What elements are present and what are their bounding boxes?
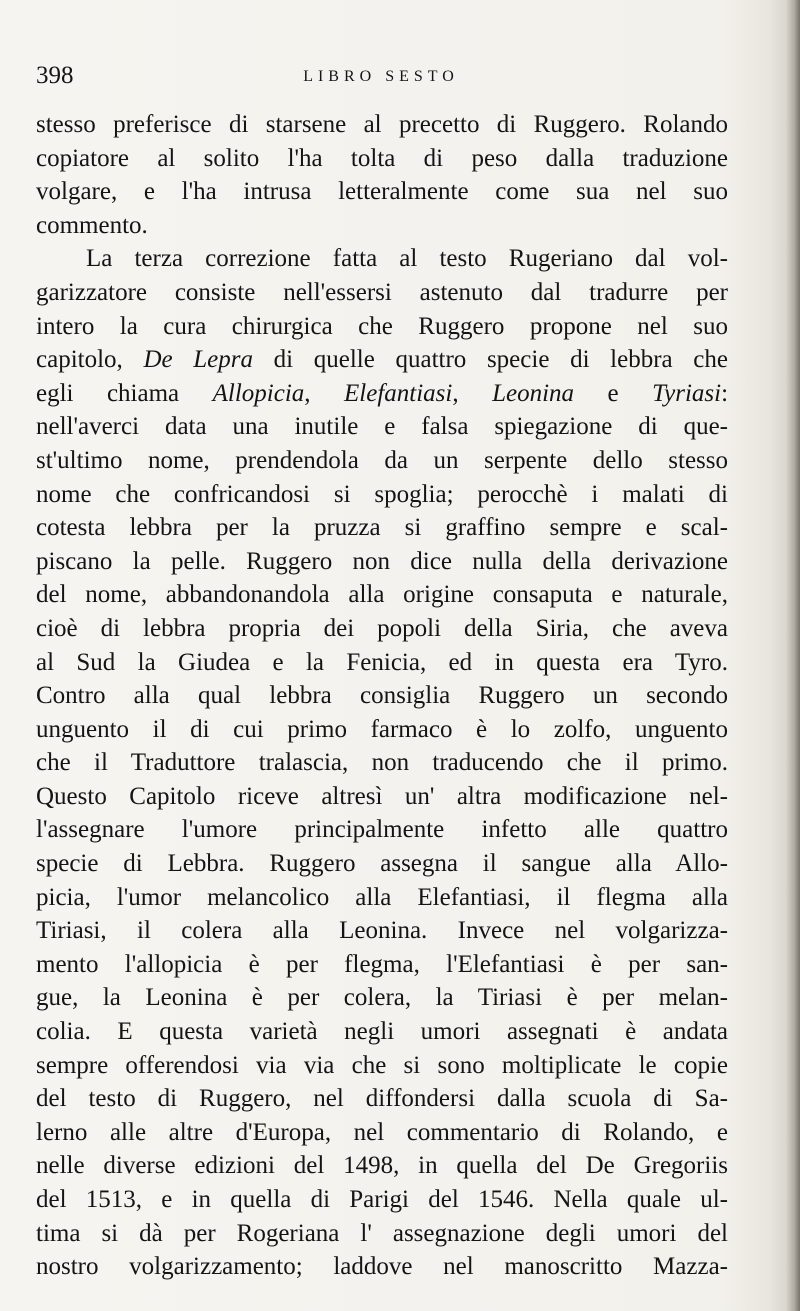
text-line: cotesta lebbra per la pruzza si graffino sempre e scal- — [36, 514, 728, 542]
text-line: tima si dà per Rogeriana l' assegnazione degli umori del — [36, 1219, 728, 1247]
page-header — [36, 62, 726, 98]
text-run: : — [721, 379, 728, 407]
italic-term: Leonina — [492, 379, 575, 407]
text-run: di quelle quattro specie di lebbra che — [252, 346, 728, 374]
text-line: stesso preferisce di starsene al precetto di Ruggero. Rolando — [36, 111, 728, 138]
text-run: e — [574, 379, 653, 407]
text-line: specie di Lebbra. Ruggero assegna il sangue alla Allo- — [36, 850, 728, 878]
text-line: piscano la pelle. Ruggero non dice nulla della derivazione — [36, 547, 728, 575]
page-number: 398 — [36, 62, 74, 89]
text-line: intero la cura chirurgica che Ruggero propone nel suo — [36, 312, 728, 340]
italic-term: Tyriasi — [652, 379, 722, 407]
text-line: cioè di lebbra propria dei popoli della Siria, che aveva — [36, 614, 728, 642]
text-line: garizzatore consiste nell'essersi astenuto dal tradurre per — [36, 278, 728, 306]
text-line: Questo Capitolo riceve altresì un' altra modificazione nel- — [36, 782, 728, 810]
italic-term: Allopicia — [212, 379, 305, 407]
text-run: capitolo, — [36, 346, 144, 374]
text-line: st'ultimo nome, prendendola da un serpente dello stesso — [36, 446, 728, 474]
text-line — [36, 343, 728, 377]
text-line: mento l'allopicia è per flegma, l'Elefantiasi è per san- — [36, 950, 728, 978]
text-line: copiatore al solito l'ha tolta di peso dalla traduzione — [36, 144, 728, 172]
text-line: del nome, abbandonandola alla origine consaputa e naturale, — [36, 581, 728, 609]
italic-term: Elefantiasi — [344, 379, 453, 407]
text-line: La terza correzione fatta al testo Rugeriano dal vol- — [86, 245, 728, 273]
text-line: nelle diverse edizioni del 1498, in quella del De Gregoriis — [36, 1152, 728, 1180]
text-line: sempre offerendosi via via che si sono moltiplicate le copie — [36, 1051, 728, 1079]
text-line: del testo di Ruggero, nel diffondersi dalla scuola di Sa- — [36, 1085, 728, 1113]
text-run: egli chiama — [36, 379, 213, 407]
text-line — [36, 377, 728, 411]
running-head: LIBRO SESTO — [303, 68, 459, 85]
text-line: commento. — [36, 211, 148, 239]
text-line: lerno alle altre d'Europa, nel commentario di Rolando, e — [36, 1118, 728, 1146]
text-line: picia, l'umor melancolico alla Elefantiasi, il flegma alla — [36, 883, 728, 911]
text-line: nostro volgarizzamento; laddove nel manoscritto Mazza- — [36, 1253, 728, 1281]
text-line: Tiriasi, il colera alla Leonina. Invece nel volgarizza- — [36, 917, 728, 945]
text-run: , — [452, 379, 493, 407]
body-text — [36, 108, 728, 1284]
text-line: colia. E questa varietà negli umori assegnati è andata — [36, 1018, 728, 1046]
text-line: al Sud la Giudea e la Fenicia, ed in questa era Tyro. — [36, 648, 728, 676]
text-line: unguento il di cui primo farmaco è lo zolfo, unguento — [36, 715, 728, 743]
text-line: Contro alla qual lebbra consiglia Ruggero un secondo — [36, 682, 728, 710]
text-run: , — [304, 379, 345, 407]
text-line: l'assegnare l'umore principalmente infetto alle quattro — [36, 816, 728, 844]
page-gutter-shadow — [786, 0, 800, 1311]
text-line: del 1513, e in quella di Parigi del 1546. Nella quale ul- — [36, 1186, 728, 1213]
text-line: gue, la Leonina è per colera, la Tiriasi è per melan- — [36, 984, 728, 1012]
text-line: che il Traduttore tralascia, non traducendo che il primo. — [36, 749, 728, 777]
italic-title: De Lepra — [143, 346, 253, 374]
text-line: nome che confricandosi si spoglia; perocchè i malati di — [36, 480, 728, 508]
text-line: volgare, e l'ha intrusa letteralmente come sua nel suo — [36, 178, 728, 206]
text-line: nell'averci data una inutile e falsa spiegazione di que- — [36, 413, 728, 441]
